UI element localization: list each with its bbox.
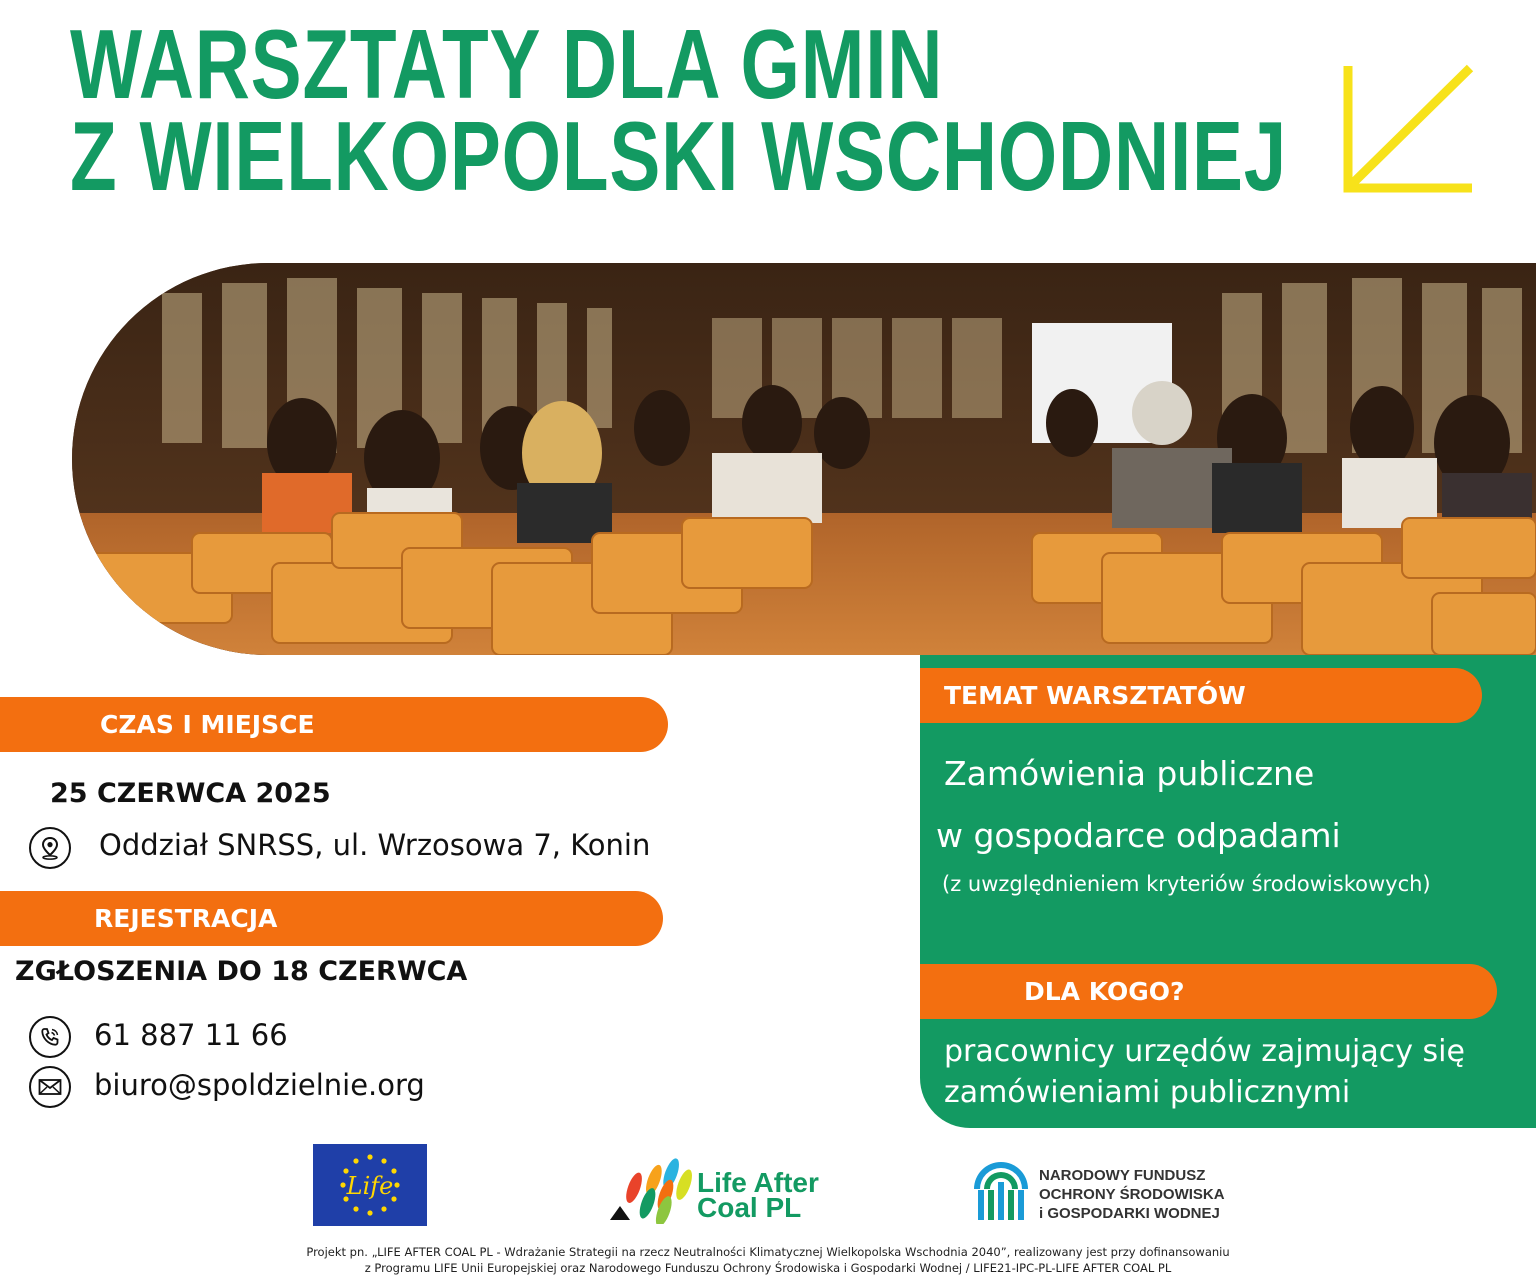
page-title bbox=[70, 9, 1288, 211]
topic-line-3: (z uwzględnieniem kryteriów środowiskowych) bbox=[942, 872, 1431, 896]
registration-heading bbox=[0, 891, 663, 946]
phone-icon bbox=[29, 1016, 71, 1058]
audience-label: DLA KOGO? bbox=[1024, 977, 1185, 1006]
contact-phone[interactable]: 61 887 11 66 bbox=[94, 1018, 288, 1052]
event-location: Oddział SNRSS, ul. Wrzosowa 7, Konin bbox=[99, 828, 651, 862]
time-place-heading bbox=[0, 697, 668, 752]
topic-line-2: w gospodarce odpadami bbox=[936, 816, 1341, 855]
lac-line-1: Life After bbox=[697, 1167, 819, 1198]
contact-email[interactable]: biuro@spoldzielnie.org bbox=[94, 1068, 425, 1102]
nf-line-3: i GOSPODARKI WODNEJ bbox=[1039, 1205, 1220, 1222]
event-date: 25 CZERWCA 2025 bbox=[50, 778, 331, 809]
nf-line-2: OCHRONY ŚRODOWISKA bbox=[1039, 1186, 1225, 1203]
footer-line-2: z Programu LIFE Unii Europejskiej oraz Narodowego Funduszu Ochrony Środowiska i Gospodarki Wodnej / LIFE21-IPC-PL-LIFE AFTER COAL PL bbox=[364, 1261, 1172, 1275]
lecture-hall-photo bbox=[72, 263, 1536, 655]
time-place-label: CZAS I MIEJSCE bbox=[100, 710, 315, 739]
topic-label: TEMAT WARSZTATÓW bbox=[944, 681, 1246, 710]
arrow-down-left-icon bbox=[1338, 60, 1478, 200]
footer-line-1: Projekt pn. „LIFE AFTER COAL PL - Wdrażanie Strategii na rzecz Neutralności Klimatycznej Wielkopolska Wschodnia 2040”, realizowany jest przy dofinansowaniu bbox=[306, 1245, 1230, 1259]
title-line-1: WARSZTATY DLA GMIN bbox=[70, 9, 944, 119]
eu-life-text: Life bbox=[346, 1172, 394, 1200]
registration-label: REJESTRACJA bbox=[94, 904, 278, 933]
title-line-2: Z WIELKOPOLSKI WSCHODNIEJ bbox=[70, 101, 1288, 211]
nf-line-1: NARODOWY FUNDUSZ bbox=[1039, 1167, 1206, 1184]
audience-line-1: pracownicy urzędów zajmujący się bbox=[944, 1034, 1465, 1069]
eu-life-logo bbox=[313, 1144, 427, 1226]
audience-line-2: zamówieniami publicznymi bbox=[944, 1075, 1351, 1110]
topic-line-1: Zamówienia publiczne bbox=[944, 754, 1315, 793]
location-pin-icon bbox=[29, 827, 71, 869]
topic-heading bbox=[920, 668, 1482, 723]
mail-icon bbox=[29, 1066, 71, 1108]
audience-heading bbox=[920, 964, 1497, 1019]
registration-deadline: ZGŁOSZENIA DO 18 CZERWCA bbox=[15, 956, 468, 987]
nfosigw-text bbox=[1039, 1166, 1225, 1223]
lac-line-2: Coal PL bbox=[697, 1192, 802, 1223]
life-after-coal-text bbox=[697, 1167, 819, 1223]
funding-footer bbox=[0, 1244, 1536, 1276]
nfosigw-logo bbox=[972, 1160, 1030, 1222]
